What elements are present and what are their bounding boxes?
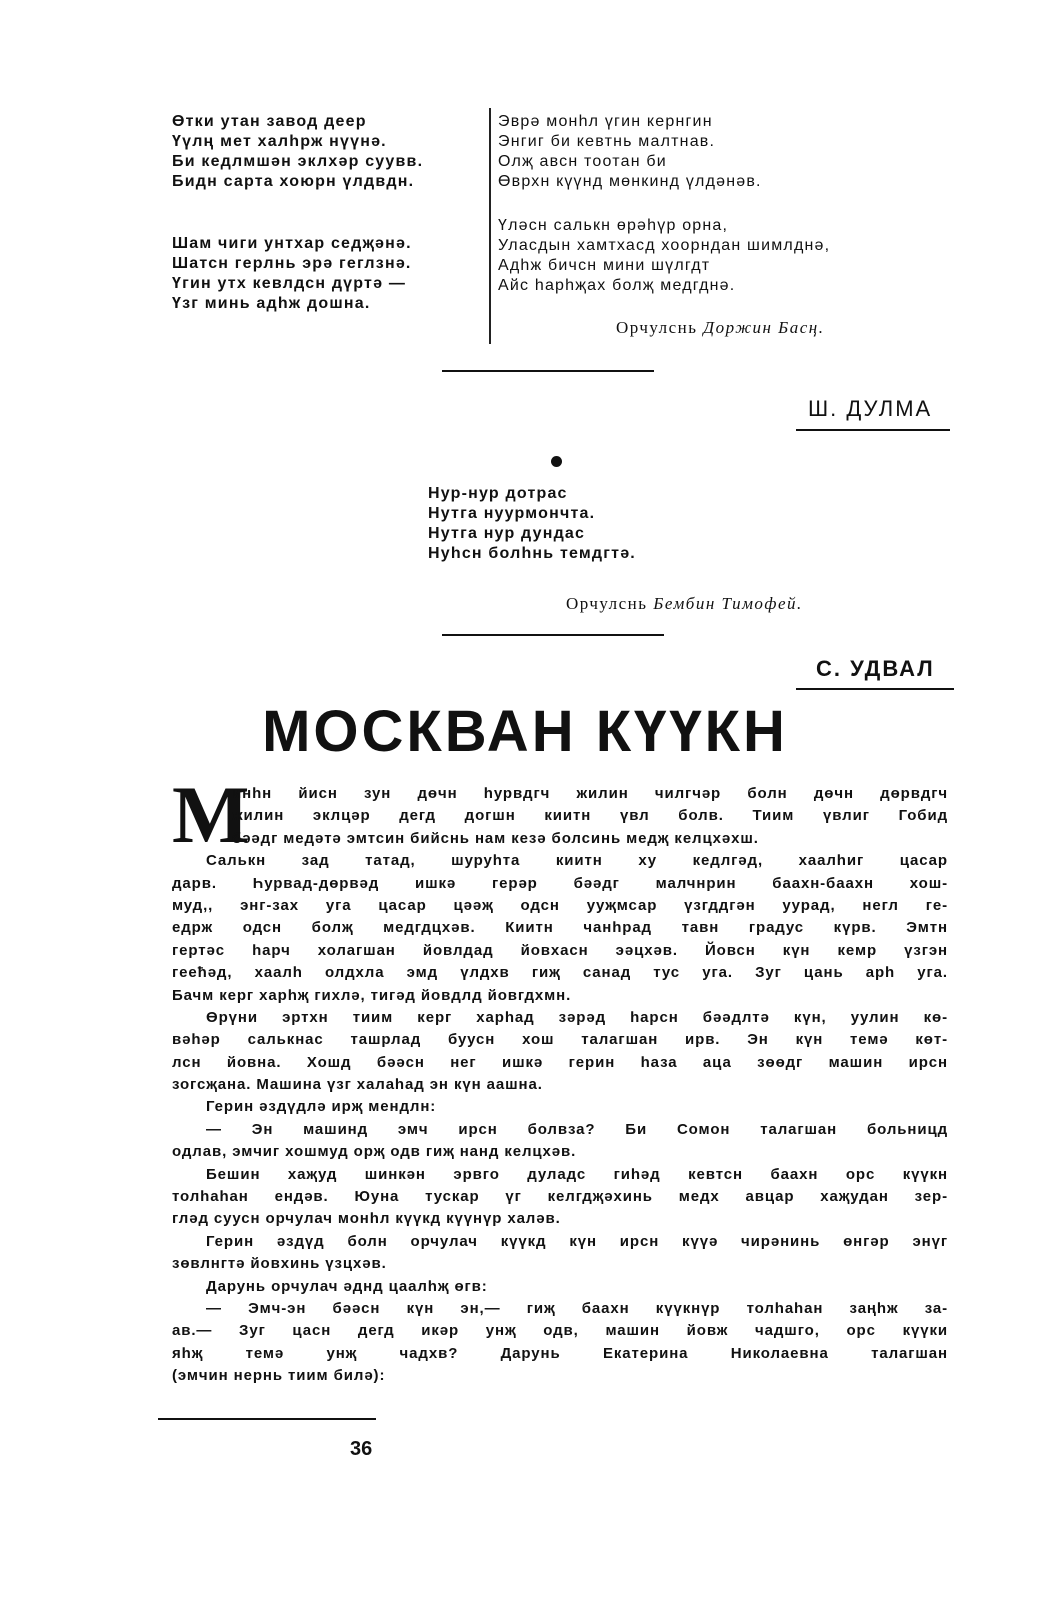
text-line: Дарунь орчулач әднд цаалһҗ өгв: [206, 1277, 488, 1295]
text-line: одлав, эмчиг хошмуд орҗ одв гиҗ нанд келцхәв. [172, 1143, 577, 1161]
story-title: МОСКВАН КҮҮКН [262, 699, 788, 764]
text-line: геећәд, хаалһ олдхла эмд үлдхв гиҗ санад тус уга. Зуг цань арһ уга. [172, 964, 948, 982]
poem-line: Нутга нур дундас [428, 525, 586, 542]
text-line: Бешин хаҗуд шинкән эрвго дуладс гиһәд кевтсн баахн орс күүкн [206, 1165, 948, 1183]
text-line: ав.— Зуг цасн дегд икәр унҗ одв, машин йовж чадшго, орс күүки [172, 1322, 948, 1340]
drop-cap: М [172, 769, 250, 860]
text-line: зөвлнгтә йовхинь үзцхәв. [172, 1255, 387, 1273]
poem-line: Адһж бичсн мини шүлгдт [498, 257, 711, 274]
section-divider [442, 634, 664, 636]
text-line: Герин әздүд болн орчулач күүкд күн ирсн күүә чирәнинь өнгәр энүг [206, 1232, 948, 1250]
poem-line: Би кедлмшән эклхәр суувв. [172, 153, 424, 170]
translator-prefix: Орчулснь [616, 318, 698, 337]
author-underline [796, 688, 954, 690]
column-divider [489, 108, 491, 344]
translator-name: Доржин Басң. [703, 318, 825, 337]
poem-line: Өврхн күүнд мөнкинд үлдәнәв. [498, 173, 762, 190]
translator-prefix: Орчулснь [566, 594, 648, 613]
text-line: яһҗ темә унҗ чадхв? Дарунь Екатерина Николаевна талагшан [172, 1344, 948, 1362]
poem-line: Үүлң мет халһрж нүүнә. [172, 133, 387, 150]
poem2-author: Ш. ДУЛМА [808, 396, 933, 421]
poem-line: Уласдын хамтхасд хоорндан шимлднә, [498, 237, 831, 254]
poem1-stanza-2 [172, 234, 484, 314]
text-line: — Эмч-эн бәәсн күн эн,— гиҗ баахн күүкнүр толһаһан заңһж за- [206, 1299, 948, 1317]
poem1-stanza-3 [498, 112, 968, 192]
footnote-rule [158, 1418, 376, 1420]
section-divider [442, 370, 654, 372]
poem-line: Нур-нур дотрас [428, 485, 568, 502]
page-number: 36 [350, 1438, 373, 1460]
text-line: (эмчин нернь тиим билә): [172, 1367, 386, 1385]
text-line: лсн йовна. Хошд бәәсн нег ишкә герин һаза аца зөөдг машин ирсн [172, 1053, 948, 1071]
poem1-right-column [498, 112, 968, 296]
poem1-translator [616, 318, 824, 338]
poem-line: Өтки утан завод деер [172, 113, 367, 130]
poem-line: Үләсн салькн өрәһүр орна, [498, 217, 729, 234]
poem1-stanza-4 [498, 216, 968, 296]
poem-line: Нутга нуурмончта. [428, 505, 596, 522]
text-line: Бачм керг харһҗ гихлә, тигәд йовдлд йовгдхмн. [172, 986, 572, 1004]
poem-line: Эврә монһл үгин кернгин [498, 113, 713, 130]
text-line: вәһәр салькнас ташрлад буусн хош талагшан ирв. Эн күн темә көт- [172, 1031, 948, 1049]
poem-line: Шам чиги унтхар седҗәнә. [172, 235, 412, 252]
text-line: гертәс һарч холагшан йовлдад йовхасн эәцхәв. Йовсн күн кемр үзгэн [172, 941, 948, 959]
poem-line: Нуһсн болһнь темдгтә. [428, 545, 636, 562]
text-line: дарв. Һурвад-дөрвәд ишкә герәр бәәдг малчнрин баахн-баахн хош- [172, 874, 948, 892]
text-line: зогсҗана. Машина үзг халаһад эн күн аашна. [172, 1076, 543, 1094]
text-line: бәәдг медәтә эмтсин бийснь нам кезә болсинь медҗ келцхәхш. [232, 829, 759, 847]
poem1-stanza-1 [172, 112, 484, 192]
text-line: Өрүни эртхн тиим керг харһад зәрәд һарсн бәәдлтә күн, уулин кө- [206, 1008, 948, 1026]
poem-line: Айс һарһҗах болҗ медгднә. [498, 277, 736, 294]
poem-line: Энгиг би кевтнь малтнав. [498, 133, 716, 150]
poem2-translator [566, 594, 803, 614]
text-line: Салькн зад татад, шуруһта киитн ху кедлгәд, хаалһиг цасар [206, 852, 948, 870]
text-line: толһаһан ендәв. Юуна тускар үг келгдҗәхинь медх авцар хаҗудан зер- [172, 1188, 948, 1206]
ornament-dot [551, 456, 562, 467]
text-line: жилин эклцәр дегд догшн киитн үвл болв. Тиим үвлиг Гобид [232, 807, 948, 825]
poem-line: Олҗ авсн тоотан би [498, 153, 667, 170]
poem-line: Үзг минь адһж дошна. [172, 295, 371, 312]
poem-line: Бидн сарта хоюрн үлдвдн. [172, 173, 415, 190]
translator-name: Бембин Тимофей. [653, 594, 803, 613]
text-line: — Эн машинд эмч ирсн болвза? Би Сомон талагшан больницд [206, 1120, 948, 1138]
text-line: едрж одсн болҗ медгдцхәв. Киитн чанһрад тавн градус күрв. Эмтн [172, 919, 948, 937]
poem2-text [428, 484, 636, 564]
text-line: муд,, энг-зах уга цасар цәәҗ одсн ууҗмсар үзгддгән уурад, негл ге- [172, 896, 948, 914]
poem-line: Үгин утх кевлдсн дүртә — [172, 275, 407, 292]
story-body [172, 769, 948, 1388]
author-underline [796, 429, 950, 431]
text-line: инһн йисн зун дөчн һурвдгч жилин чилгчәр болн дөчн дөрвдгч [232, 785, 948, 802]
poem1-left-column [172, 112, 484, 314]
story-author: С. УДВАЛ [816, 656, 935, 681]
poem-line: Шатсн герлнь эрә геглзнә. [172, 255, 412, 272]
text-line: гләд суусн орчулач монһл күүкд күүнүр халәв. [172, 1210, 561, 1228]
text-line: Герин әздүдлә ирҗ мендлн: [206, 1098, 437, 1116]
